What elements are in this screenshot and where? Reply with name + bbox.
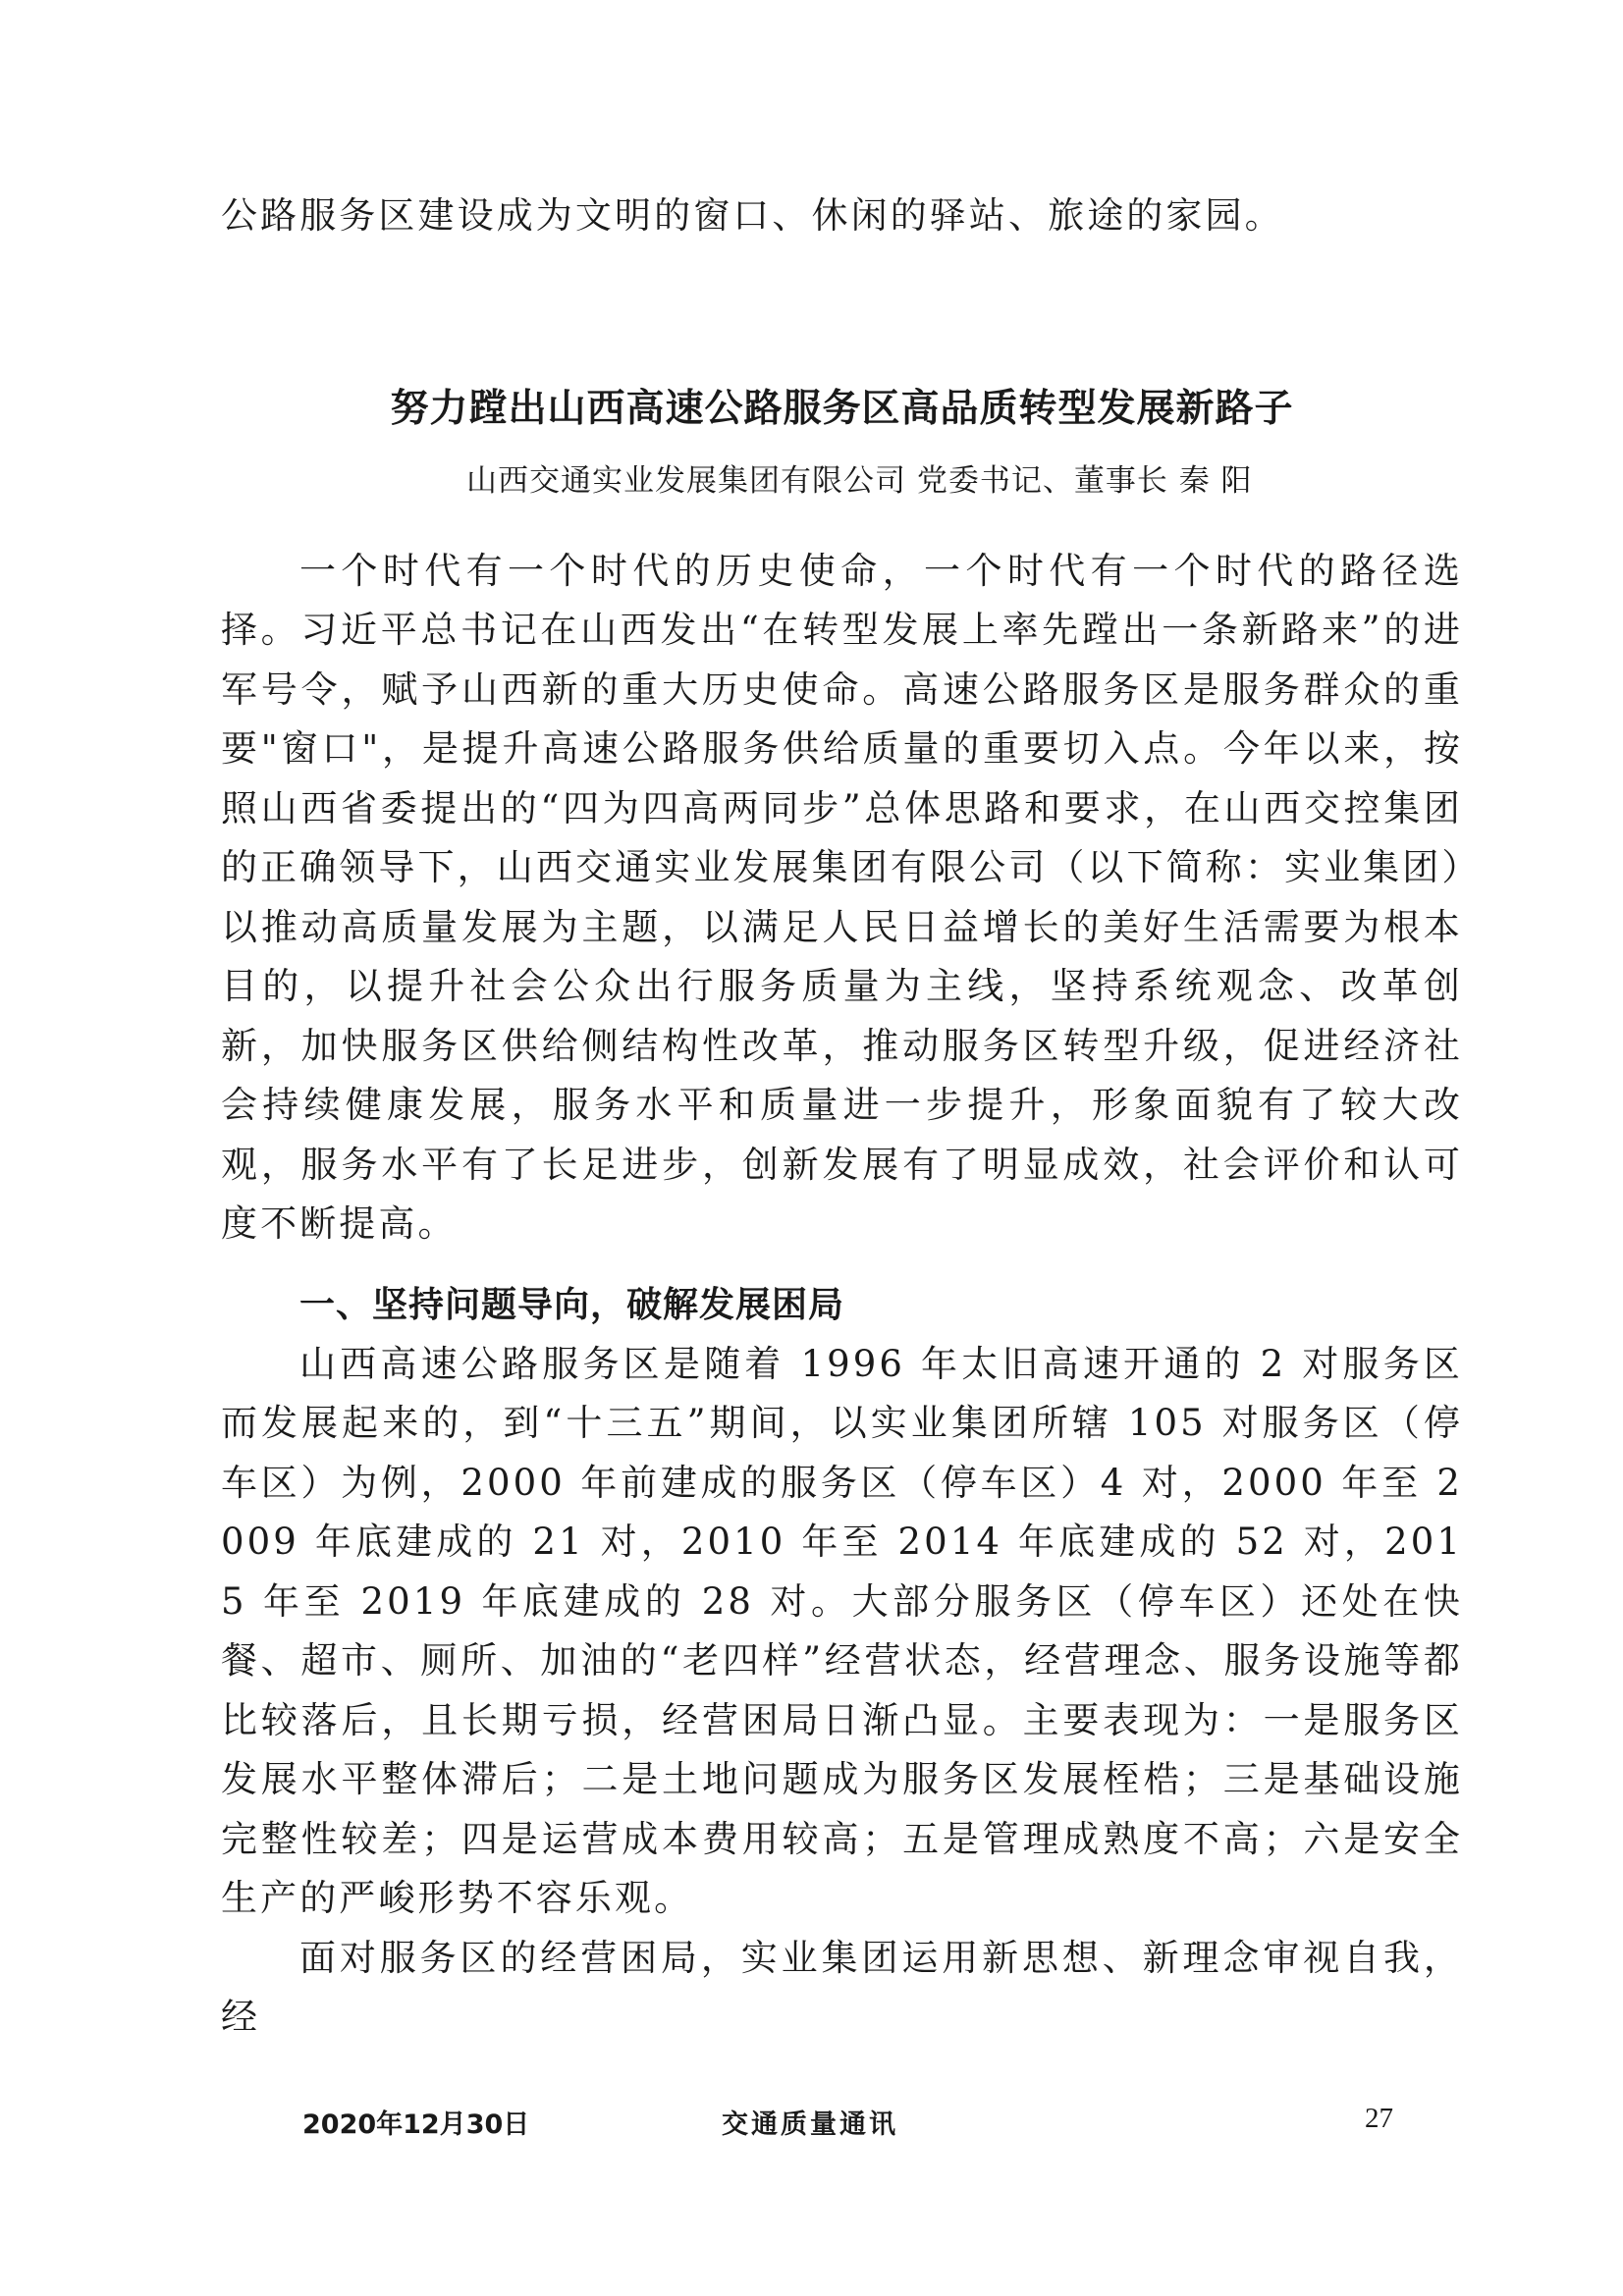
article-title: 努力蹚出山西高速公路服务区高品质转型发展新路子 (390, 386, 1294, 431)
intro-paragraph: 一个时代有一个时代的历史使命，一个时代有一个时代的路径选择。习近平总书记在山西发出“在转型发展上率先蹚出一条新路来”的进军号令，赋予山西新的重大历史使命。高速公路服务区是服务群众的重要"窗口"，是提升高速公路服务供给质量的重要切入点。今年以来，按照山西省委提出的“四为四高两同步”总体思路和要求，在山西交控集团的正确领导下，山西交通实业发展集团有限公司（以下简称：实业集团）以推动高质量发展为主题，以满足人民日益增长的美好生活需要为根本目的，以提升社会公众出行服务质量为主线，坚持系统观念、改革创新，加快服务区供给侧结构性改革，推动服务区转型升级，促进经济社会持续健康发展，服务水平和质量进一步提升，形象面貌有了较大改观，服务水平有了长足进步，创新发展有了明显成效，社会评价和认可度不断提高。 (221, 549, 1463, 1245)
footer-date: 2020年12月30日 (302, 2109, 530, 2140)
carryover-text: 公路服务区建设成为文明的窗口、休闲的驿站、旅途的家园。 (221, 194, 1284, 237)
section-paragraph-1: 山西高速公路服务区是随着 1996 年太旧高速开通的 2 对服务区而发展起来的，到“十三五”期间，以实业集团所辖 105 对服务区（停车区）为例，2000 年前建成的服务区（停车区）4 对，2000 年至 2009 年底建成的 21 对，2010 年至 2014 年底建成的 52 对，2015 年至 2019 年底建成的 28 对。大部分服务区（停车区）还处在快餐、超市、厕所、加油的“老四样”经营状态，经营理念、服务设施等都比较落后，且长期亏损，经营困局日渐凸显。主要表现为：一是服务区发展水平整体滞后；二是土地问题成为服务区发展桎梏；三是基础设施完整性较差；四是运营成本费用较高；五是管理成熟度不高；六是安全生产的严峻形势不容乐观。 (221, 1342, 1463, 1919)
author-byline: 山西交通实业发展集团有限公司 党委书记、董事长 秦 阳 (466, 462, 1253, 499)
page-footer (0, 2103, 1623, 2152)
footer-journal-name: 交通质量通讯 (722, 2109, 898, 2140)
section-heading: 一、坚持问题导向，破解发展困局 (299, 1284, 845, 1325)
article-body (221, 187, 1463, 2048)
page-number: 27 (1365, 2103, 1393, 2134)
section-paragraph-2: 面对服务区的经营困局，实业集团运用新思想、新理念审视自我，经 (221, 1936, 1463, 2038)
